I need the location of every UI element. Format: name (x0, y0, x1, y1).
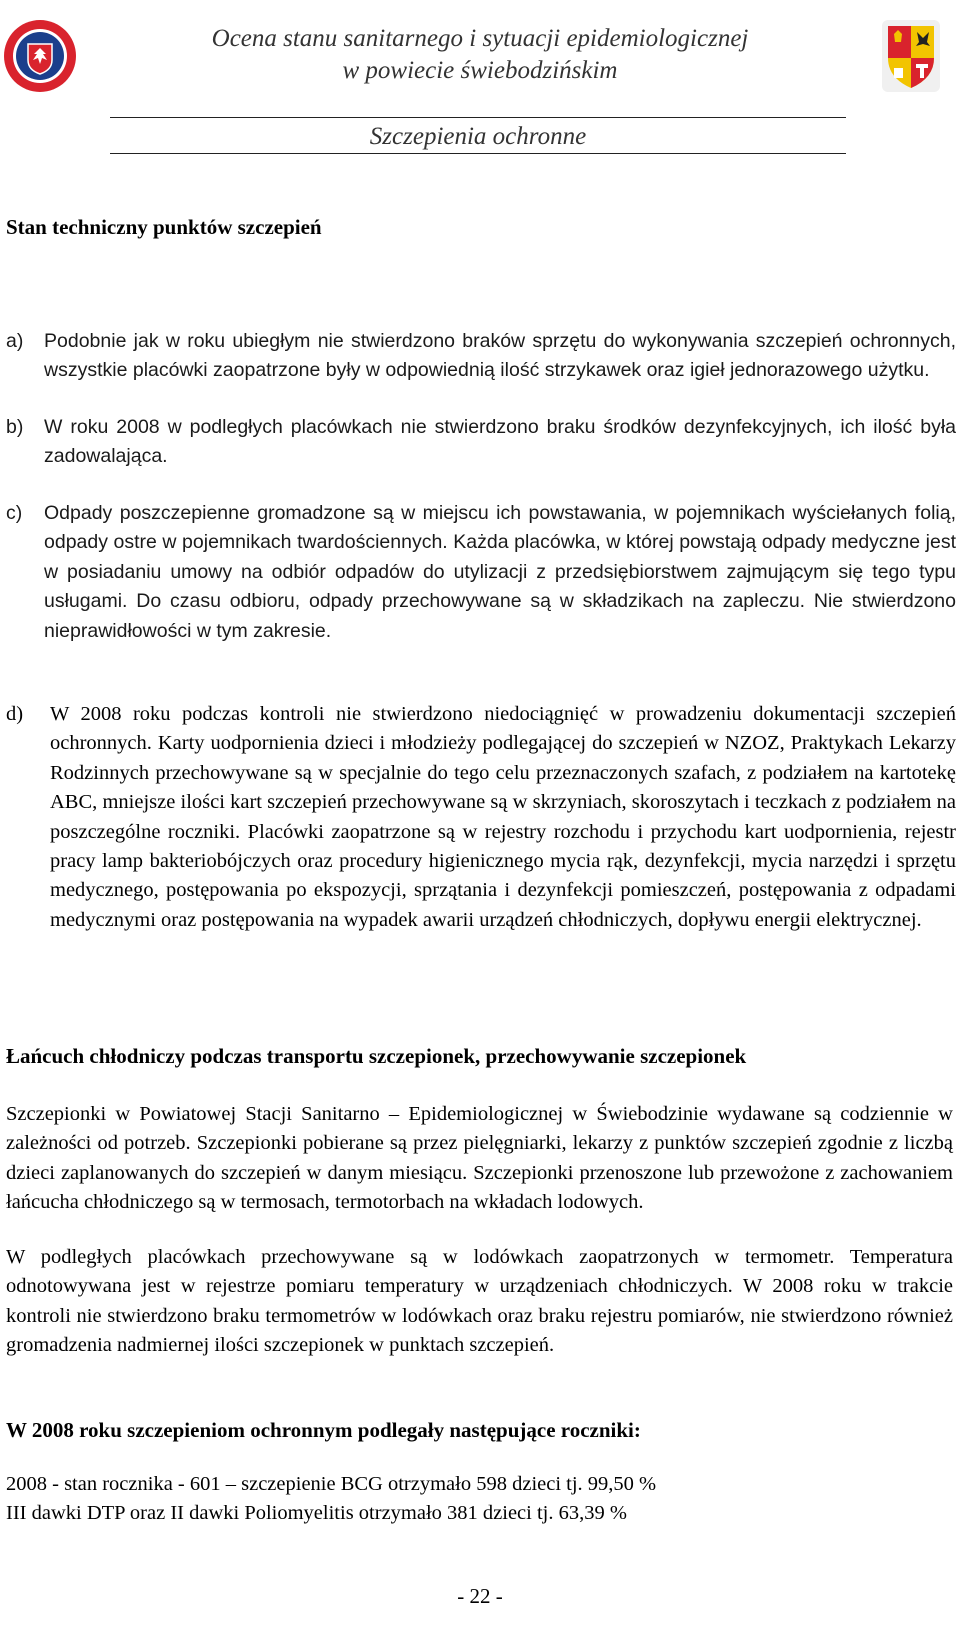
sanitary-inspection-logo-icon (2, 18, 78, 94)
stat-line-bcg: 2008 - stan rocznika - 601 – szczepienie BCG otrzymało 598 dzieci tj. 99,50 % (6, 1473, 657, 1495)
header-title-line2: w powiecie świebodzińskim (342, 57, 618, 84)
page-number: - 22 - (457, 1584, 503, 1608)
heading-cold-chain: Łańcuch chłodniczy podczas transportu szczepionek, przechowywanie szczepionek (6, 1044, 747, 1068)
heading-cohorts: W 2008 roku szczepieniom ochronnym podlegały następujące roczniki: (6, 1418, 641, 1442)
paragraph-storage: W podległych placówkach przechowywane są w lodówkach zaopatrzonych w termometr. Temperatura odnotowywana jest w rejestrze pomiaru temperatury w urządzeniach chłodniczych. W 2008 roku w trakcie kontroli nie stwierdzono braku termometrów w lodówkach oraz braku rejestru pomiarów, nie stwierdzono również gromadzenia nadmiernej ilości szczepionek w punktach szczepień. (6, 1246, 953, 1357)
header-divider-bottom (110, 153, 846, 154)
list-item-label: d) (6, 703, 24, 725)
header-section-title: Szczepienia ochronne (369, 123, 587, 150)
list-item-text: Podobnie jak w roku ubiegłym nie stwierdzono braków sprzętu do wykonywania szczepień ochronnych, wszystkie placówki zaopatrzone były w odpowiednią ilość strzykawek oraz igieł jednorazowego użytku. (44, 330, 956, 382)
list-item-text: W 2008 roku podczas kontroli nie stwierdzono niedociągnięć w prowadzeniu dokumentacji szczepień ochronnych. Karty uodpornienia dzieci i młodzieży podlegającej do szczepień w NZOZ, Praktykach Lekarzy Rodzinnych przechowywane są w specjalnie do tego celu przeznaczonych szafach, z podziałem na kartotekę ABC, mniejsze ilości kart szczepień przechowywane są w skrzyniach, skoroszytach i teczkach z podziałem na poszczególne roczniki. Placówki zaopatrzone są w rejestry rozchodu i przychodu kart uodpornienia, rejestr pracy lamp bakteriobójczych oraz procedury higienicznego mycia rąk, dezynfekcji, mycia narzędzi i sprzętu medycznego, postępowania po ekspozycji, sprzątania i dezynfekcji pomieszczeń, postępowania z odpadami medycznymi oraz postępowania na wypadek awarii urządzeń chłodniczych, dopływu energii elektrycznej. (50, 703, 956, 931)
list-item-label: b) (6, 416, 24, 438)
stat-line-dtp: III dawki DTP oraz II dawki Poliomyelitis otrzymało 381 dzieci tj. 63,39 % (6, 1502, 627, 1524)
page-header (0, 0, 960, 160)
paragraph-vaccine-distribution: Szczepionki w Powiatowej Stacji Sanitarno – Epidemiologicznej w Świebodzinie wydawane są codziennie w zależności od potrzeb. Szczepionki pobierane są przez pielęgniarki, lekarzy z punktów szczepień zgodnie z liczbą dzieci zaplanowanych do szczepień w danym miesiącu. Szczepionki przenoszone lub przewożone z zachowaniem łańcucha chłodniczego są w termosach, termotorbach na wkładach lodowych. (6, 1103, 953, 1214)
heading-technical-state: Stan techniczny punktów szczepień (6, 215, 322, 239)
list-item-text: Odpady poszczepienne gromadzone są w miejscu ich powstawania, w pojemnikach wyściełanych folią, odpady ostre w pojemnikach twardościennych. Każda placówka, w której powstają odpady medyczne jest w posiadaniu umowy na odbiór odpadów do utylizacji z przedsiębiorstwem zajmującym się tego typu usługami. Do czasu odbioru, odpady przechowywane są w składzikach na zapleczu. Nie stwierdzono nieprawidłowości w tym zakresie. (44, 502, 956, 642)
list-item-text: W roku 2008 w podległych placówkach nie stwierdzono braku środków dezynfekcyjnych, ich ilość była zadowalająca. (44, 416, 956, 468)
header-title-line1: Ocena stanu sanitarnego i sytuacji epidemiologicznej (211, 25, 749, 52)
header-divider-top (110, 117, 846, 118)
list-item-label: a) (6, 330, 24, 352)
coat-of-arms-icon (880, 18, 942, 94)
list-item-label: c) (6, 502, 23, 524)
